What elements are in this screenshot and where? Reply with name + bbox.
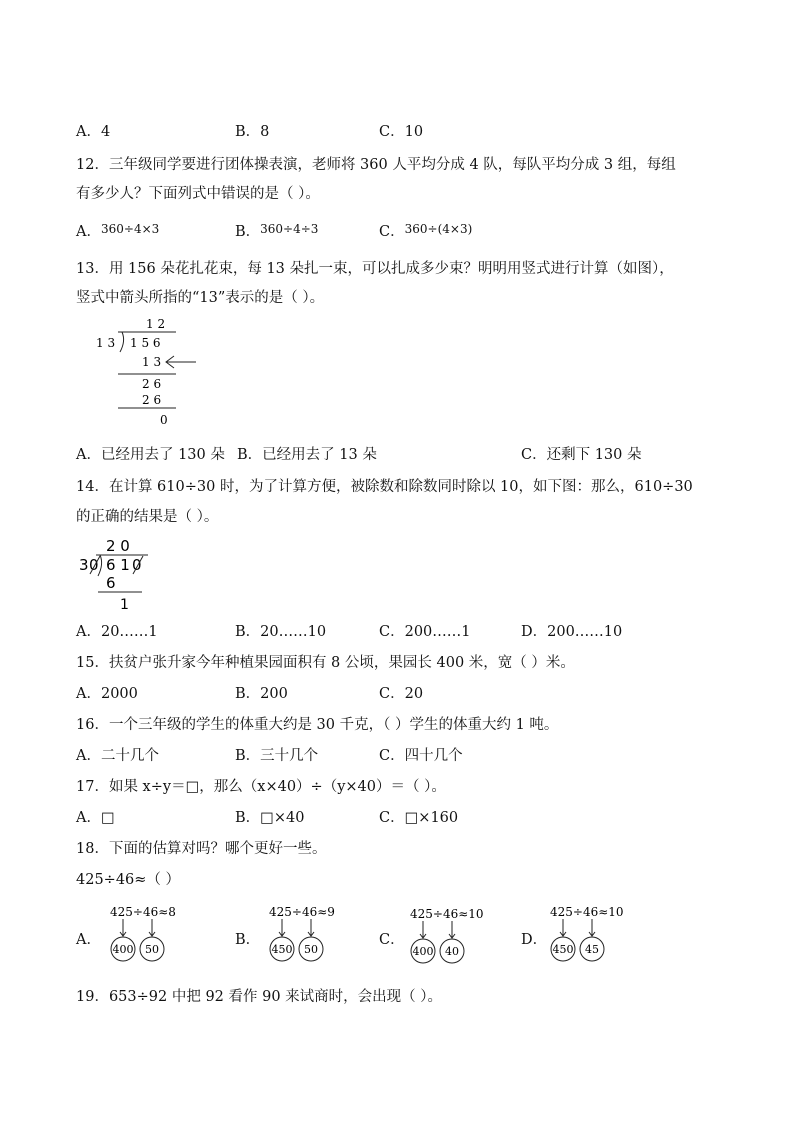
q13-remainder: 0: [160, 413, 168, 427]
q13-division-bracket: [120, 332, 124, 352]
q16-option-c: C．四十几个: [379, 748, 463, 764]
q16-option-b: B．三十几个: [235, 748, 319, 764]
q12-option-c-label: C．: [379, 224, 405, 240]
q12-option-b: [235, 220, 318, 241]
q18-option-a-label: A．: [76, 932, 101, 948]
q16-text: 16．一个三年级的学生的体重大约是 30 千克，（ ）学生的体重大约 1 吨。: [76, 717, 559, 733]
q18-option-b-label: B．: [235, 932, 261, 948]
q14-divisor: 3: [79, 556, 89, 574]
q18-option-b-left-value: 450: [271, 943, 293, 956]
q18-option-c-left-value: 400: [412, 945, 434, 958]
q13-dividend: 1 5 6: [130, 336, 161, 350]
q14-option-a: A．20……1: [76, 624, 158, 640]
q18-option-d-left-value: 450: [552, 943, 574, 956]
q13-text-line1: 13．用 156 朵花扎花束，每 13 朵扎一束，可以扎成多少束？明明用竖式进行计算（如图），: [76, 261, 674, 277]
q18-option-b-expr: 425÷46≈9: [269, 905, 335, 919]
q11-option-a: A．4: [76, 124, 111, 140]
q14-dividend-crossed-digit: 0: [132, 556, 142, 574]
q13-text-line2: 竖式中箭头所指的“13”表示的是（ ）。: [76, 290, 325, 306]
q15-text: 15．扶贫户张升家今年种植果园面积有 8 公顷，果园长 400 米，宽（ ）米。: [76, 655, 575, 671]
q12-option-b-label: B．: [235, 224, 261, 240]
q12-text-line2: 有多少人？下面列式中错误的是（ ）。: [76, 186, 320, 202]
q12-option-c: [379, 220, 472, 241]
q13-step2: 2 6: [142, 377, 162, 391]
q13-quotient: 1 2: [146, 317, 166, 331]
q18-option-d-figure: [544, 900, 634, 966]
q18-prompt: 425÷46≈（ ）: [76, 872, 181, 888]
q19-text: 19．653÷92 中把 92 看作 90 来试商时，会出现（ ）。: [76, 989, 443, 1005]
q13-option-c: C．还剩下 130 朵: [521, 447, 642, 463]
q14-option-c: C．200……1: [379, 624, 471, 640]
q14-option-d: D．200……10: [521, 624, 623, 640]
q18-option-d-expr: 425÷46≈10: [550, 905, 624, 919]
q11-option-b: B．8: [235, 124, 270, 140]
q15-option-c: C．20: [379, 686, 424, 702]
q13-option-a: A．已经用去了 130 朵: [76, 447, 225, 463]
q18-option-c-figure: [404, 902, 494, 968]
q18-text: 18．下面的估算对吗？哪个更好一些。: [76, 841, 327, 857]
q12-option-a-label: A．: [76, 224, 101, 240]
q17-option-c: C．□×160: [379, 810, 459, 826]
q18-option-b-figure: [263, 900, 347, 966]
q18-option-a-left-value: 400: [112, 943, 134, 956]
q13-step3: 2 6: [142, 393, 162, 407]
q12-option-a: [76, 220, 159, 241]
q14-step1: 6: [106, 574, 116, 592]
q17-text: 17．如果 x÷y＝□，那么（x×40）÷（y×40）＝（ ）。: [76, 779, 446, 795]
q14-text-line2: 的正确的结果是（ ）。: [76, 509, 219, 525]
q16-option-a: A．二十几个: [76, 748, 159, 764]
q17-option-a: A．□: [76, 810, 115, 826]
q18-option-a-expr: 425÷46≈8: [110, 905, 176, 919]
q14-divisor-crossed-digit: 0: [89, 556, 99, 574]
q14-remainder: 1: [120, 597, 129, 613]
q18-option-d-label: D．: [521, 932, 548, 948]
q17-option-b: B．□×40: [235, 810, 305, 826]
q18-option-a-right-value: 50: [145, 943, 159, 956]
q12-option-a-expr: 360÷4×3: [100, 222, 160, 236]
q18-option-c-label: C．: [379, 932, 405, 948]
q18-option-c-right-value: 40: [445, 945, 459, 958]
q18-option-d-right-value: 45: [585, 943, 599, 956]
q12-option-c-expr: 360÷(4×3): [404, 222, 473, 236]
q18-option-c-expr: 425÷46≈10: [410, 907, 484, 921]
q13-step1: 1 3: [142, 355, 162, 369]
q15-option-a: A．2000: [76, 686, 138, 702]
q15-option-b: B．200: [235, 686, 288, 702]
q14-dividend: 6 1: [106, 556, 130, 574]
q11-option-c: C．10: [379, 124, 424, 140]
q14-option-b: B．20……10: [235, 624, 327, 640]
q18-option-a-figure: [104, 900, 188, 966]
q13-option-b: B．已经用去了 13 朵: [237, 447, 377, 463]
q14-long-division-figure: [76, 534, 166, 614]
q12-option-b-expr: 360÷4÷3: [260, 222, 319, 236]
q18-option-b-right-value: 50: [304, 943, 318, 956]
q13-divisor: 1 3: [96, 336, 116, 350]
q12-text-line1: 12．三年级同学要进行团体操表演，老师将 360 人平均分成 4 队，每队平均分成 3 组，每组: [76, 157, 676, 173]
q13-long-division-figure: [90, 314, 210, 432]
q14-quotient: 2 0: [106, 537, 130, 555]
q14-text-line1: 14．在计算 610÷30 时，为了计算方便，被除数和除数同时除以 10，如下图：那么，610÷30: [76, 479, 693, 495]
